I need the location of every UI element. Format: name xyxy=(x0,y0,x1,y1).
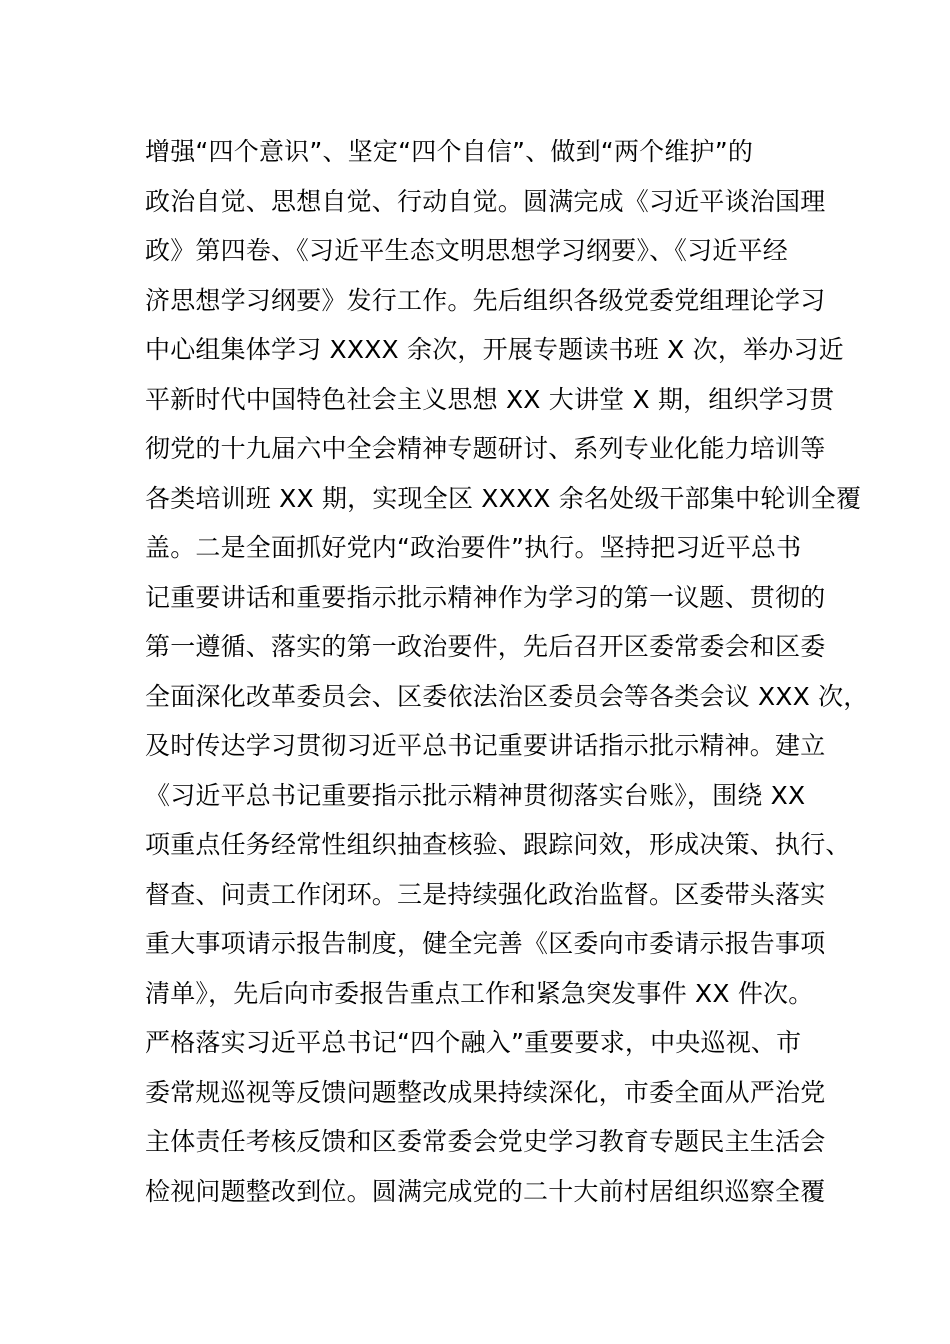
text-line: 重大事项请示报告制度，健全完善《区委向市委请示报告事项 xyxy=(145,929,826,958)
text-line: 检视问题整改到位。圆满完成党的二十大前村居组织巡察全覆 xyxy=(145,1176,826,1206)
body-paragraph xyxy=(145,127,869,1216)
text-line: 增强“四个意识”、坚定“四个自信”、做到“两个维护”的 xyxy=(145,137,754,166)
text-line: 济思想学习纲要》发行工作。先后组织各级党委党组理论学习 xyxy=(145,285,826,315)
text-line: 各类培训班 XX 期，实现全区 XXXX 余名处级干部集中轮训全覆 xyxy=(145,483,862,513)
text-line: 项重点任务经常性组织抽查核验、跟踪问效，形成决策、执行、 xyxy=(145,830,851,859)
text-line: 记重要讲话和重要指示批示精神作为学习的第一议题、贯彻的 xyxy=(145,582,826,612)
text-line: 盖。二是全面抓好党内“政治要件”执行。坚持把习近平总书 xyxy=(145,533,802,562)
text-line: 委常规巡视等反馈问题整改成果持续深化，市委全面从严治党 xyxy=(145,1077,826,1107)
text-line: 主体责任考核反馈和区委常委会党史学习教育专题民主生活会 xyxy=(145,1127,826,1156)
text-line: 督查、问责工作闭环。三是持续强化政治监督。区委带头落实 xyxy=(145,879,826,909)
text-line: 全面深化改革委员会、区委依法治区委员会等各类会议 XXX 次， xyxy=(145,681,869,711)
text-line: 第一遵循、落实的第一政治要件，先后召开区委常委会和区委 xyxy=(145,632,826,661)
text-line: 中心组集体学习 XXXX 余次，开展专题读书班 X 次，举办习近 xyxy=(145,335,844,364)
text-line: 彻党的十九届六中全会精神专题研讨、系列专业化能力培训等 xyxy=(145,434,826,463)
text-line: 《习近平总书记重要指示批示精神贯彻落实台账》，围绕 XX xyxy=(145,780,806,810)
text-line: 清单》，先后向市委报告重点工作和紧急突发事件 XX 件次。 xyxy=(145,978,814,1008)
text-line: 政治自觉、思想自觉、行动自觉。圆满完成《习近平谈治国理 xyxy=(145,186,826,216)
text-line: 严格落实习近平总书记“四个融入”重要要求，中央巡视、市 xyxy=(145,1028,802,1057)
text-line: 政》第四卷、《习近平生态文明思想学习纲要》、《习近平经 xyxy=(145,236,788,265)
text-line: 平新时代中国特色社会主义思想 XX 大讲堂 X 期，组织学习贯 xyxy=(145,384,835,414)
text-line: 及时传达学习贯彻习近平总书记重要讲话指示批示精神。建立 xyxy=(145,731,826,760)
